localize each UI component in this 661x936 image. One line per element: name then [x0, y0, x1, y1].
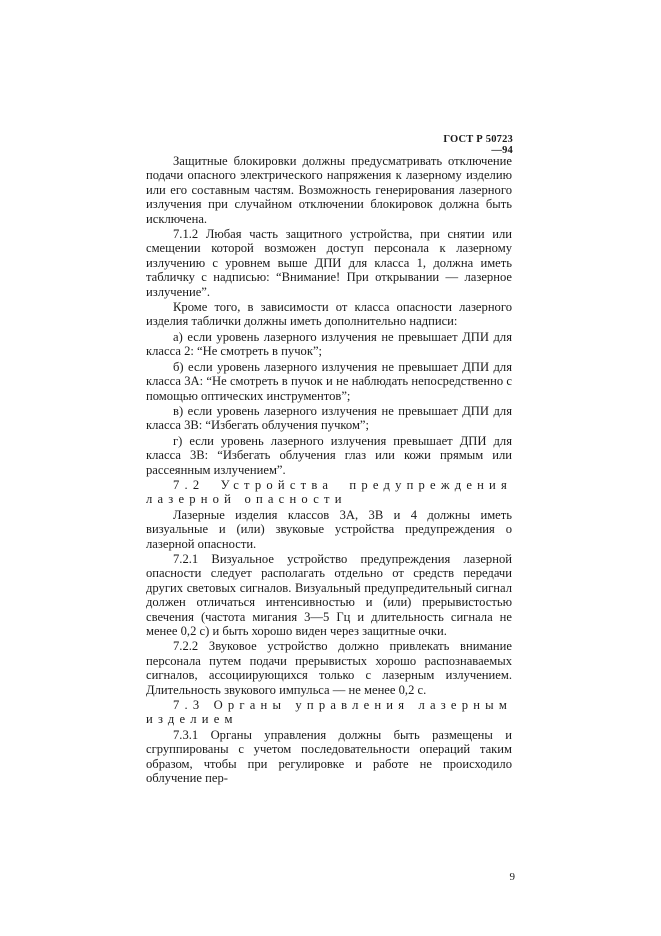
page-body — [146, 154, 512, 786]
list-item-g: г) если уровень лазерного излучения превышает ДПИ для класса 3В: “Избегать облучения глаз или кожи прямым или рассеянным излучением”. — [146, 433, 512, 477]
paragraph-7-2-2: 7.2.2 Звуковое устройство должно привлекать внимание персонала путем подачи прерывистых хорошо распознаваемых сигналов, ассоциирующихся только с лазерным излучением. Длительность звукового импульса — не менее 0,2 с. — [146, 639, 512, 697]
paragraph-7-3-1: 7.3.1 Органы управления должны быть размещены и сгруппированы с учетом последовательности операций таким образом, чтобы при регулировке и работе не происходило облучение пер- — [146, 727, 512, 786]
list-item-a: а) если уровень лазерного излучения не превышает ДПИ для класса 2: “Не смотреть в пучок”; — [146, 329, 512, 359]
paragraph-interlocks: Защитные блокировки должны предусматривать отключение подачи опасного электрического напряжения к лазерному изделию или его составным частям. Возможность генерирования лазерного излучения при случайном отключении блокировок должна быть исключена. — [146, 154, 512, 226]
document-code-header: ГОСТ Р 50723—94 — [443, 134, 513, 156]
page-number: 9 — [509, 871, 515, 883]
list-item-v: в) если уровень лазерного излучения не превышает ДПИ для класса 3В: “Избегать облучения пучком”; — [146, 403, 512, 433]
paragraph-7-1-2: 7.1.2 Любая часть защитного устройства, при снятии или смещении которой возможен доступ персонала к лазерному излучению с уровнем выше ДПИ для класса 1, должна иметь табличку с надписью: “Внимание! При открывании — лазерное излучение”. — [146, 227, 512, 299]
paragraph-7-2-1: 7.2.1 Визуальное устройство предупреждения лазерной опасности следует располагать отдельно от средств передачи других световых сигналов. Визуальный предупредительный сигнал должен отличаться интенсивностью и (или) прерывистостью свечения (частота мигания 3—5 Гц и длительность сигнала не менее 0,2 с) и быть хорошо виден через защитные очки. — [146, 551, 512, 638]
list-item-b: б) если уровень лазерного излучения не превышает ДПИ для класса 3А: “Не смотреть в пучок и не наблюдать непосредственно с помощью оптических инструментов”; — [146, 359, 512, 403]
section-heading-7-3: 7.3 Органы управления лазерным изделием — [146, 698, 512, 727]
paragraph-7-2-intro: Лазерные изделия классов 3А, 3В и 4 должны иметь визуальные и (или) звуковые устройства предупреждения о лазерной опасности. — [146, 507, 512, 551]
paragraph-additional-labels: Кроме того, в зависимости от класса опасности лазерного изделия таблички должны иметь дополнительно надписи: — [146, 300, 512, 329]
section-heading-7-2: 7.2 Устройства предупреждения лазерной опасности — [146, 477, 512, 507]
